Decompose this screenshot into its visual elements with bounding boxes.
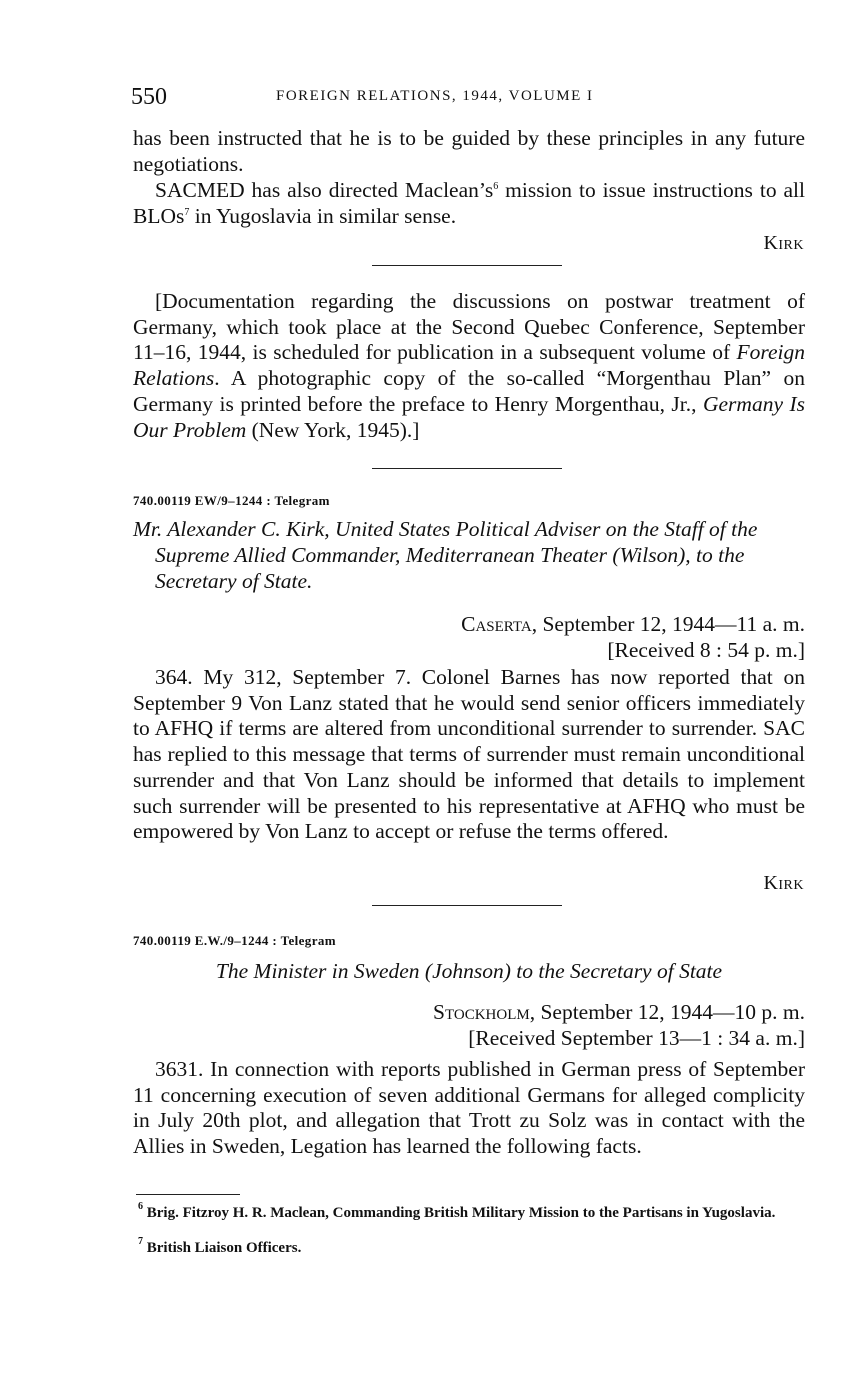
doc2-title: The Minister in Sweden (Johnson) to the Secretary of State [215,959,723,983]
footnote-ref-7[interactable]: 7 [184,206,190,218]
file-number-doc1: 740.00119 EW/9–1244 : Telegram [133,493,330,508]
doc2-dateline: Stockholm, September 12, 1944—10 p. m. [433,1000,805,1024]
continuation-paragraph: has been instructed that he is to be guided by these principles in any future negotiations. [133,126,805,176]
doc2-place: Stockholm [433,1000,530,1024]
italic-title-germany-problem: Germany Is Our Problem [133,391,805,442]
footnote-7: $^7$ British Liaison Officers. [138,1236,302,1256]
signature-kirk-2: Kirk [763,872,804,894]
footnote-divider [136,1194,240,1195]
doc1-body: 364. My 312, September 7. Colonel Barnes has now reported that on September 9 Von Lanz stated that he would send senior officers immediately to AFHQ if terms are altered from unconditional surrender to surrender. SAC has replied to this message that terms of surrender must remain unconditional surrender and that Von Lanz should be informed that details to implement such surrender will be presented to his representative at AFHQ who must be empowered by Von Lanz to accept or refuse the terms offered. [133,665,805,844]
file-number-doc2: 740.00119 E.W./9–1244 : Telegram [133,933,336,948]
signature-kirk-1: Kirk [763,232,804,254]
running-title: FOREIGN RELATIONS, 1944, VOLUME I [276,88,594,104]
section-divider [372,265,562,266]
footnote-6: $^6$ Brig. Fitzroy H. R. Maclean, Commanding British Military Mission to the Partisans in Yugoslavia. [138,1201,776,1221]
section-divider [372,905,562,906]
doc1-title: Mr. Alexander C. Kirk, United States Political Adviser on the Staff of the Supreme Allied Commander, Mediterranean Theater (Wilson), to the Secretary of State. [133,517,758,593]
section-divider [372,468,562,469]
editorial-note: [Documentation regarding the discussions on postwar treatment of Germany, which took place at the Second Quebec Conference, September 11–16, 1944, is scheduled for publication in a subsequent volume of Foreign Relations. A photographic copy of the so-called “Morgenthau Plan” on Germany is printed before the preface to Henry Morgenthau, Jr., Germany Is Our Problem (New York, 1945).] [133,289,805,442]
doc2-received: [Received September 13—1 : 34 a. m.] [468,1026,805,1050]
footnote-ref-6[interactable]: 6 [493,181,499,192]
sacmed-paragraph: SACMED has also directed $Maclean’s^6$ mission to issue instructions to all BLOs$^7$ in Yugoslavia in similar sense. [133,178,805,228]
doc1-place: Caserta [461,612,532,636]
doc1-received: [Received 8 : 54 p. m.] [607,638,805,662]
page-number: 550 [131,84,167,110]
doc1-dateline: Caserta, September 12, 1944—11 a. m. [461,612,805,636]
italic-title-foreign-relations: Foreign Relations [133,340,805,391]
doc2-body: 3631. In connection with reports published in German press of September 11 concerning execution of seven additional Germans for alleged complicity in July 20th plot, and allegation that Trott zu Solz was in contact with the Allies in Sweden, Legation has learned the following facts. [133,1057,805,1159]
